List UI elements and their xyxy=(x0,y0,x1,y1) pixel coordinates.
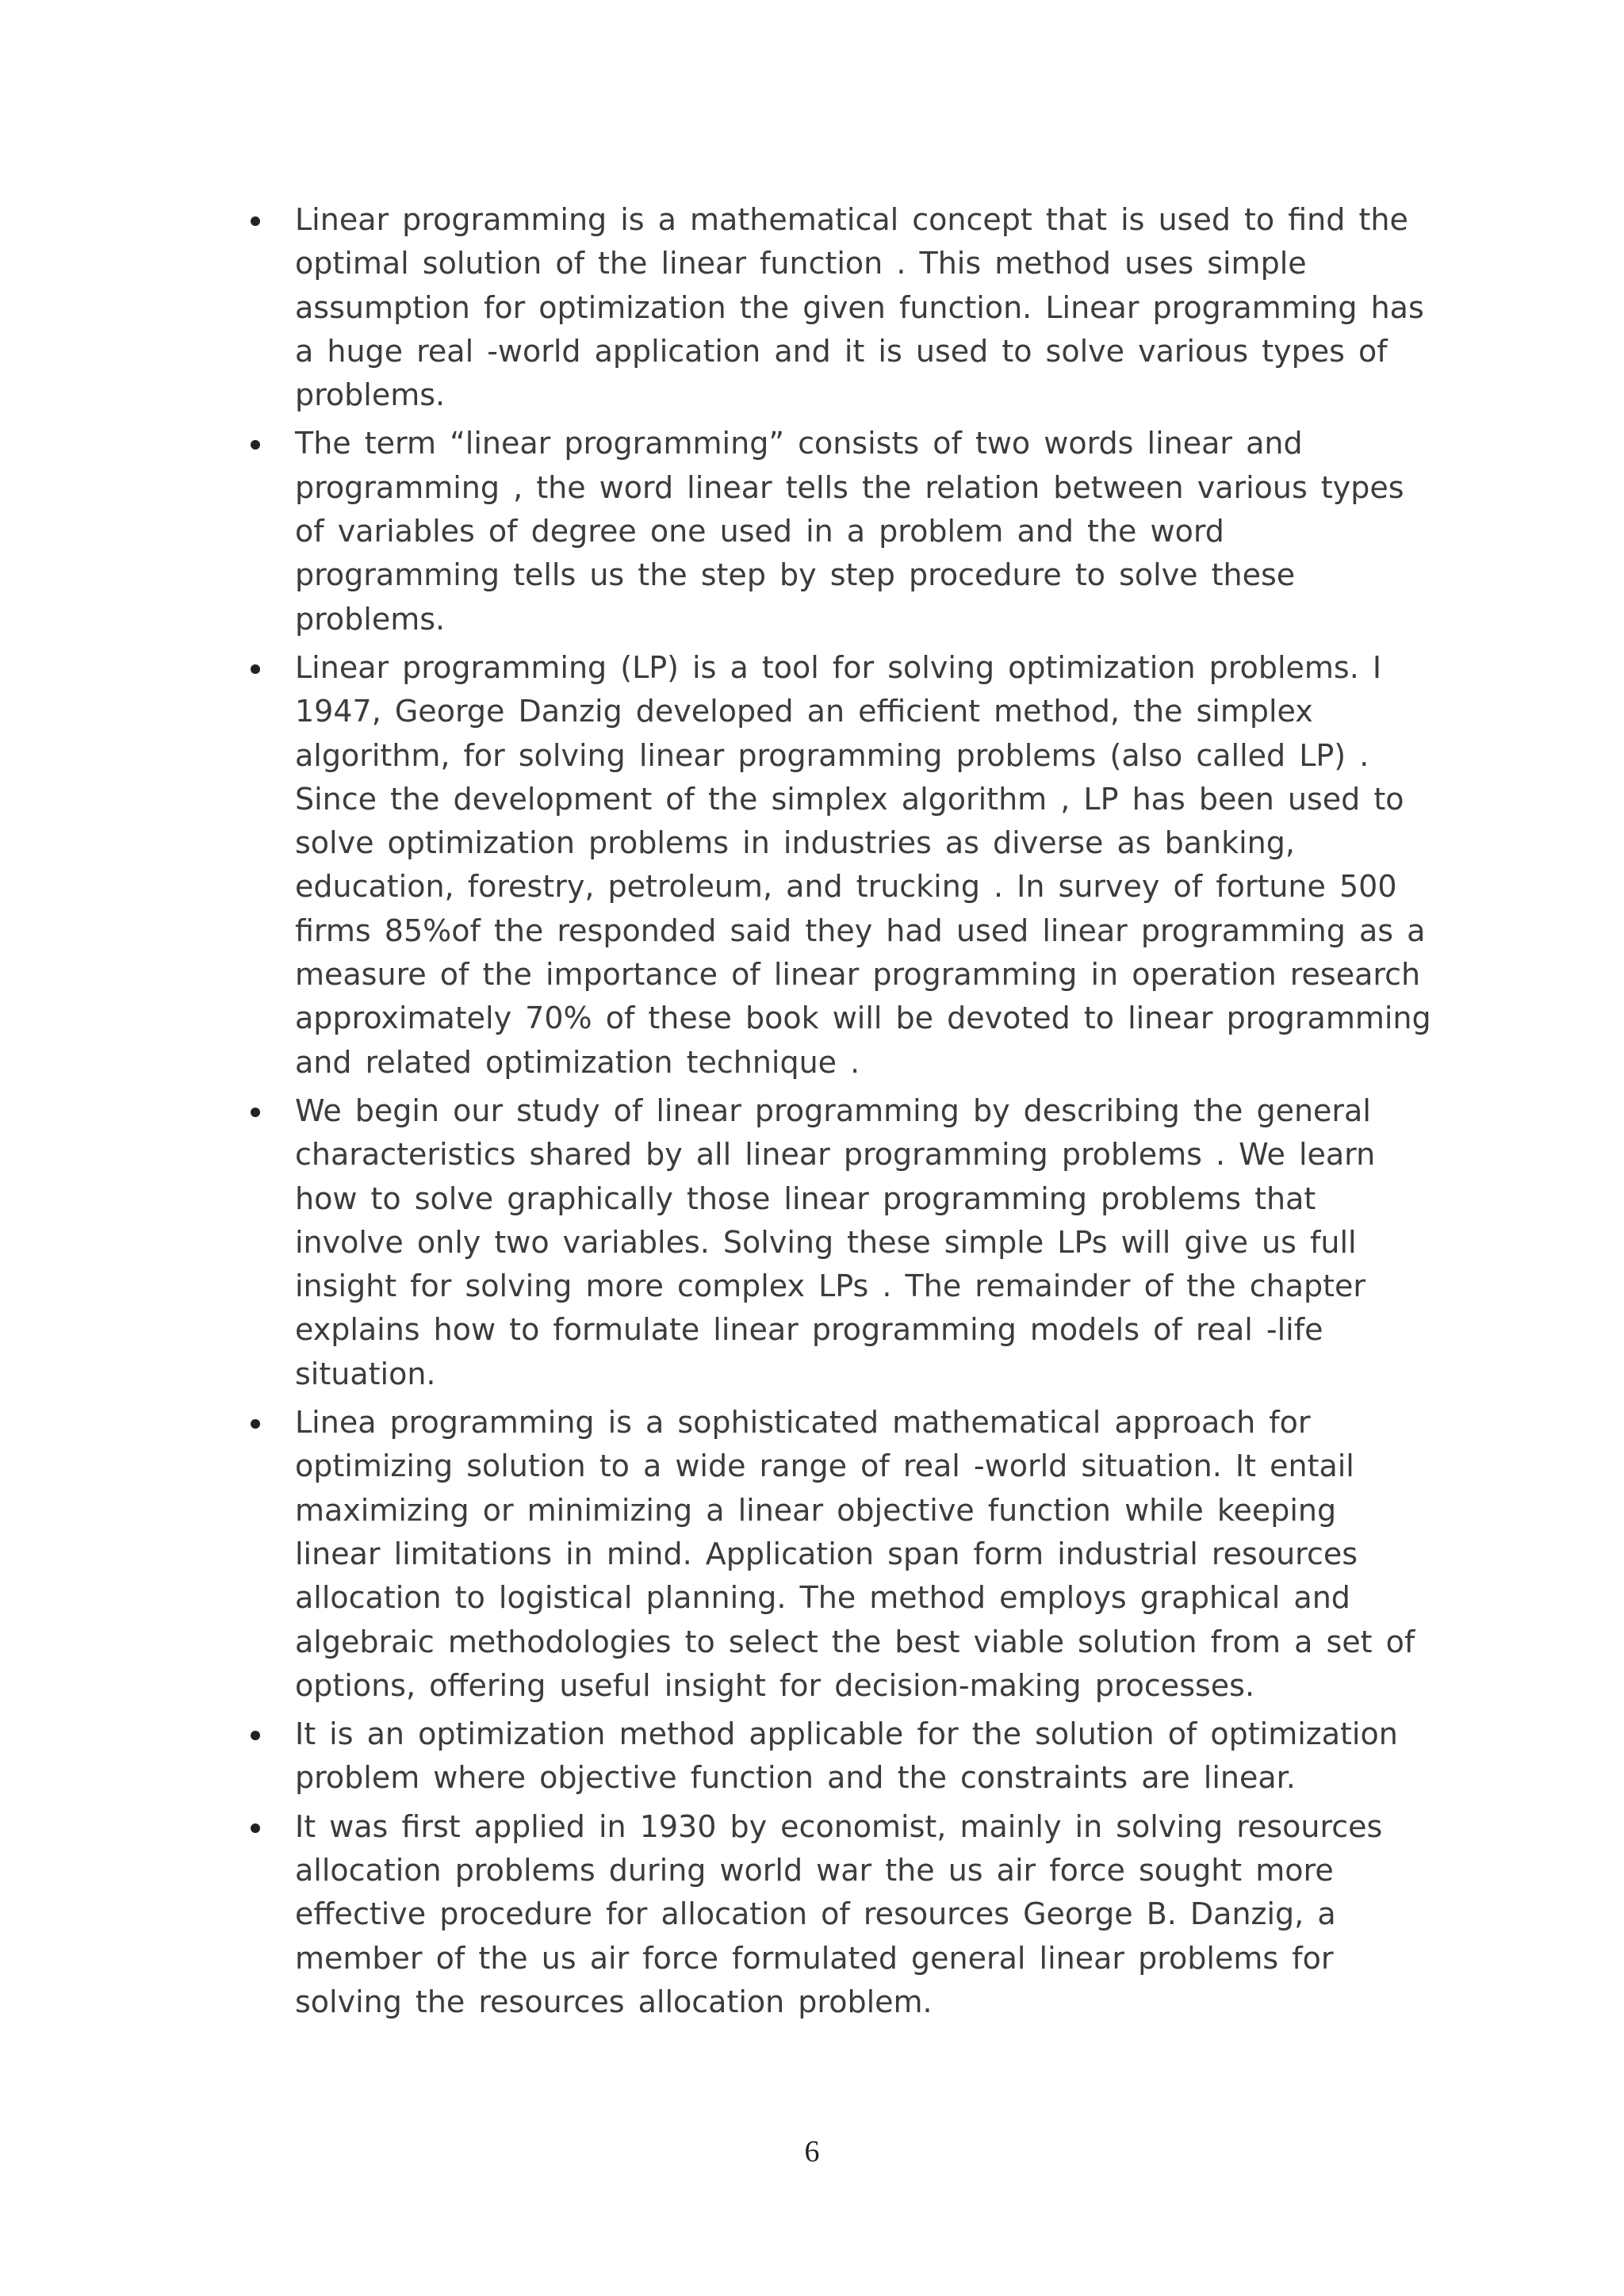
bullet-dot-icon xyxy=(251,1108,260,1117)
bullet-text: Linea programming is a sophisticated mathematical approach for optimizing solution to a wide range of real -world situation. It entail maximizing or minimizing a linear objective function while keeping linear limitations in mind. Application span form industrial resources allocation to logistical planning. The method employs graphical and algebraic methodologies to select the best viable solution from a set of options, offering useful insight for decision-making processes. xyxy=(295,1405,1415,1703)
bullet-dot-icon xyxy=(251,1731,260,1740)
bullet-dot-icon xyxy=(251,440,260,450)
bullet-text: It is an optimization method applicable for the solution of optimization problem where objective function and the constraints are linear. xyxy=(295,1716,1398,1796)
list-item xyxy=(295,198,1434,417)
bullet-dot-icon xyxy=(251,664,260,674)
bullet-text: We begin our study of linear programming by describing the general characteristics shared by all linear programming problems . We learn how to solve graphically those linear programming problems that involve only two variables. Solving these simple LPs will give us full insight for solving more complex LPs . The remainder of the chapter explains how to formulate linear programming models of real -life situation. xyxy=(295,1093,1376,1391)
bullet-dot-icon xyxy=(251,1419,260,1429)
list-item xyxy=(295,1401,1434,1708)
bullet-text: It was first applied in 1930 by economist, mainly in solving resources allocation problems during world war the us air force sought more effective procedure for allocation of resources George B. Danzig, a member of the us air force formulated general linear problems for solving the resources allocation problem. xyxy=(295,1808,1383,2019)
list-item xyxy=(295,1712,1434,1800)
bullet-list xyxy=(295,198,1434,2029)
bullet-dot-icon xyxy=(251,1823,260,1833)
bullet-dot-icon xyxy=(251,216,260,226)
list-item xyxy=(295,422,1434,641)
page-number: 6 xyxy=(804,2135,820,2168)
bullet-text: The term “linear programming” consists of two words linear and programming , the word linear tells the relation between various types of variables of degree one used in a problem and the word programming tells us the step by step procedure to solve these problems. xyxy=(295,426,1404,637)
list-item xyxy=(295,1805,1434,2024)
bullet-text: Linear programming (LP) is a tool for solving optimization problems. I 1947, George Danzig developed an efficient method, the simplex algorithm, for solving linear programming problems (also called LP) . Since the development of the simplex algorithm , LP has been used to solve optimization problems in industries as diverse as banking, education, forestry, petroleum, and trucking . In survey of fortune 500 firms 85%of the responded said they had used linear programming as a measure of the importance of linear programming in operation research approximately 70% of these book will be devoted to linear programming and related optimization technique . xyxy=(295,649,1431,1080)
list-item xyxy=(295,1089,1434,1396)
list-item xyxy=(295,646,1434,1085)
bullet-text: Linear programming is a mathematical concept that is used to find the optimal solution of the linear function . This method uses simple assumption for optimization the given function. Linear programming has a huge real -world application and it is used to solve various types of problems. xyxy=(295,202,1424,413)
